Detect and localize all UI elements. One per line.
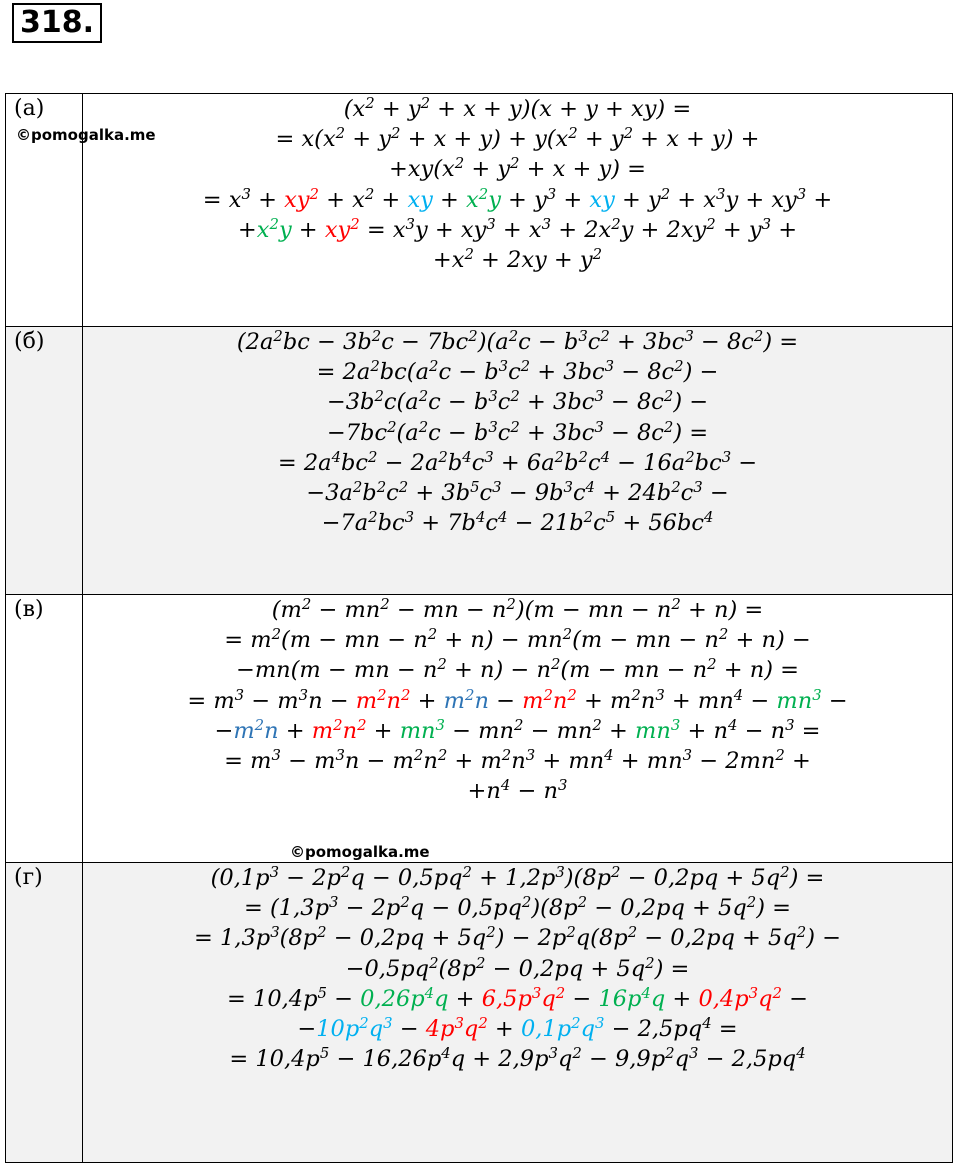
formula-segment: = $2a^4bc^2 - 2a^2b^4c^3 + 6a^2b^2c^4 - 16a^2bc^3$ − [277, 447, 758, 476]
formula-segment: $16p^4q$ [598, 983, 666, 1012]
formula-segment: xy [589, 186, 615, 213]
formula-segment: $+xy(x^2 + y^2 + x + y)$ = [388, 154, 646, 183]
solution-row [6, 327, 953, 595]
formula-segment: xy [407, 186, 433, 213]
formula-line [83, 327, 952, 357]
formula-segment: $-3b^2c(a^2c - b^3c^2 + 3bc^3 - 8c^2)$ − [326, 387, 709, 416]
formula-segment: $(0,1p^3 - 2p^2q - 0,5pq^2 + 1,2p^3)(8p^2 - 0,2pq + 5q^2)$ = [210, 862, 825, 891]
formula-segment: + $x^2$ + [318, 184, 408, 213]
formula-segment: $+x^2 + 2xy + y^2$ [432, 244, 603, 274]
formula-segment: + $y^2 + x^3y + xy^3$ + [614, 184, 833, 213]
formula-segment: $(2a^2bc - 3b^2c - 7bc^2)(a^2c - b^3c^2 + 3bc^3 - 8c^2)$ = [236, 326, 799, 355]
formula-segment: $m^2n$ [233, 715, 279, 744]
formula-segment: − [392, 1016, 426, 1043]
formula-segment: + [278, 717, 312, 744]
formula-segment: − [821, 687, 848, 714]
formula-segment: = $x(x^2 + y^2 + x + y) + y(x^2 + y^2 + x + y)$ + [275, 124, 760, 153]
formula-segment: $mn^3$ [635, 715, 681, 744]
formula-segment: = $10,4p^5$ − [227, 983, 361, 1012]
formula-line [83, 124, 952, 154]
formula-segment: + [291, 216, 325, 243]
formula-segment: − [488, 687, 523, 714]
formula-line [83, 863, 952, 893]
formula-segment: + $n^4 - n^3$ = [680, 715, 821, 744]
formula-line [83, 478, 952, 508]
formula-line [83, 1044, 952, 1074]
formula-segment: $mn^3$ [776, 685, 822, 714]
formula-segment: $-0,5pq^2(8p^2 - 0,2pq + 5q^2)$ = [345, 953, 690, 982]
formula-segment: $-3a^2b^2c^2 + 3b^5c^3 - 9b^3c^4 + 24b^2c^3$ − [306, 477, 729, 507]
formula-segment: = $x^3$ + [202, 184, 285, 213]
formula-segment: + $y^3$ + [500, 184, 590, 213]
formula-line [83, 984, 952, 1014]
formula-segment: $(x^2 + y^2 + x + y)(x + y + xy)$ = [343, 93, 692, 122]
formula-segment: + [237, 216, 257, 243]
formula-segment: − [297, 1016, 317, 1043]
solution-row [6, 863, 953, 1163]
formula-segment: + [410, 687, 444, 714]
formula-line [83, 357, 952, 387]
formula-segment: $6,5p^3q^2$ [481, 983, 566, 1012]
formula-segment: $0,4p^3q^2$ [698, 983, 782, 1012]
formula-segment: $-7a^2bc^3 + 7b^4c^4 - 21b^2c^5 + 56bc^4$ [321, 508, 714, 537]
formula-segment: $+n^4 - n^3$ [467, 776, 568, 805]
part-label: (в) [6, 595, 83, 863]
formula-segment: − [781, 985, 808, 1012]
watermark-bottom: ©pomogalka.me [290, 843, 430, 861]
formula-segment: + [487, 1016, 521, 1043]
formula-segment: + $m^2n^3 + mn^4$ − [576, 685, 777, 714]
formula-segment: $xy^2$ [324, 214, 360, 243]
formula-segment: $m^2n^2$ [522, 685, 577, 714]
math-cell [83, 94, 953, 327]
part-label: (а) [6, 94, 83, 327]
formula-segment: $x^2y$ [466, 184, 501, 213]
formula-segment: $xy^2$ [284, 184, 319, 213]
formula-line [83, 655, 952, 685]
formula-segment: = $(1,3p^3 - 2p^2q - 0,5pq^2)(8p^2 - 0,2pq + 5q^2)$ = [244, 893, 791, 922]
solution-row [6, 595, 953, 863]
formula-segment: = $m^3 - m^3n - m^2n^2 + m^2n^3 + mn^4 + mn^3 - 2mn^2$ + [224, 745, 811, 775]
part-label: (б) [6, 327, 83, 595]
formula-segment: − [565, 985, 599, 1012]
formula-segment: $-7bc^2(a^2c - b^3c^2 + 3bc^3 - 8c^2)$ = [326, 417, 709, 446]
formula-segment: = $1,3p^3(8p^2 - 0,2pq + 5q^2) - 2p^2q(8p^2 - 0,2pq + 5q^2)$ − [193, 923, 842, 952]
formula-segment: + [366, 717, 400, 744]
formula-segment: $x^2y$ [256, 214, 292, 243]
formula-line [83, 893, 952, 923]
formula-line [83, 154, 952, 184]
formula-segment: $4p^3q^2$ [425, 1013, 488, 1043]
watermark-top: ©pomogalka.me [16, 126, 156, 144]
formula-line [83, 625, 952, 655]
formula-segment: = $m^3 - m^3n$ − [187, 685, 356, 714]
formula-line [83, 1014, 952, 1044]
formula-line [83, 215, 952, 245]
formula-line [83, 94, 952, 124]
formula-segment: −mn(m − mn − $n^2 + n) - n^2(m$ − mn − $n^2 + n$) = [235, 655, 800, 684]
formula-segment: $mn^3$ [399, 715, 445, 744]
formula-line [83, 923, 952, 953]
formula-line [83, 418, 952, 448]
math-cell [83, 863, 953, 1163]
formula-line [83, 595, 952, 625]
formula-line [83, 387, 952, 417]
formula-segment: = $10,4p^5 - 16,26p^4q + 2,9p^3q^2 - 9,9p^2q^3 - 2,5pq^4$ [229, 1044, 806, 1073]
formula-segment: ($m^2 - mn^2$ − mn − $n^2)(m$ − mn − $n^2 + n$) = [271, 594, 764, 623]
formula-segment: $m^2n^2$ [311, 715, 367, 744]
formula-line [83, 776, 952, 806]
formula-segment: = $2a^2bc(a^2c - b^3c^2 + 3bc^3 - 8c^2)$ − [316, 357, 719, 386]
formula-segment: = $m^2(m$ − mn − $n^2 + n) - mn^2(m$ − mn − $n^2 + n$) − [224, 625, 811, 654]
formula-segment: + [432, 186, 467, 213]
formula-segment: − [214, 717, 234, 744]
math-cell [83, 327, 953, 595]
math-cell [83, 595, 953, 863]
formula-line [83, 954, 952, 984]
formula-segment: − $2,5pq^4$ = [604, 1013, 738, 1043]
formula-segment: $m^2n$ [443, 685, 489, 714]
formula-segment: $0,26p^4q$ [360, 983, 449, 1012]
part-label: (г) [6, 863, 83, 1163]
formula-line [83, 508, 952, 538]
formula-segment: $10p^2q^3$ [316, 1013, 393, 1043]
formula-segment: $0,1p^2q^3$ [520, 1013, 605, 1043]
formula-line [83, 746, 952, 776]
solutions-table [5, 93, 953, 1163]
formula-segment: + [448, 985, 482, 1012]
formula-line [83, 448, 952, 478]
formula-line [83, 716, 952, 746]
formula-segment: − $mn^2 - mn^2$ + [444, 715, 636, 744]
formula-segment: $m^2n^2$ [355, 685, 411, 714]
formula-line [83, 686, 952, 716]
formula-segment: = $x^3y + xy^3 + x^3 + 2x^2y + 2xy^2 + y^3$ + [359, 214, 798, 243]
formula-line [83, 245, 952, 275]
formula-segment: + [665, 985, 699, 1012]
formula-line [83, 185, 952, 215]
task-number: 318. [12, 3, 102, 43]
